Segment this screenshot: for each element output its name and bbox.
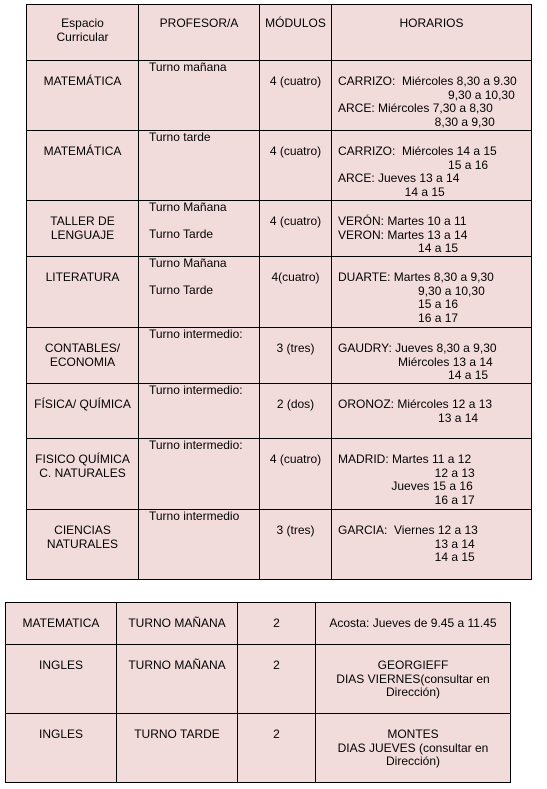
modules-cell — [260, 131, 332, 201]
schedule-line: 14 a 15 — [338, 550, 475, 564]
subject-text: ECONOMIA — [49, 354, 116, 369]
schedule-cell — [332, 439, 532, 510]
schedule-line: GARCIA: Viernes 12 a 13 — [338, 523, 478, 537]
subject-cell — [27, 257, 139, 328]
table-row — [27, 257, 532, 328]
header-row — [27, 5, 532, 61]
schedule-line: 14 a 15 — [338, 368, 489, 382]
schedule-line: CARRIZO: Miércoles 8,30 a 9.30 — [338, 74, 517, 88]
shift-text: TURNO TARDE — [134, 727, 220, 741]
table-row — [27, 201, 532, 257]
schedule-line: Miércoles 13 a 14 — [338, 354, 493, 369]
schedule-line: 9,30 a 10,30 — [338, 87, 515, 102]
info-cell — [316, 603, 511, 645]
schedule-cell — [332, 131, 532, 201]
schedule-line: Jueves 15 a 16 — [338, 479, 473, 493]
header-schedules — [332, 5, 532, 61]
table-row — [27, 131, 532, 201]
info-line: MONTES — [387, 727, 439, 741]
schedule-line: ARCE: Jueves 13 a 14 — [338, 171, 460, 185]
teacher-cell — [139, 201, 260, 257]
table-row — [6, 645, 511, 714]
table-row — [27, 510, 532, 580]
subject-text: CONTABLES/ — [44, 341, 121, 355]
schedule-cell — [332, 61, 532, 131]
table-row — [27, 328, 532, 384]
modules-text: 3 (tres) — [276, 341, 315, 355]
modules-cell — [260, 384, 332, 439]
schedule-line: 13 a 14 — [338, 410, 479, 425]
modules-cell — [260, 61, 332, 131]
teacher-cell — [139, 510, 260, 580]
subject-text: FISICO QUÍMICA — [35, 452, 130, 466]
schedule-line: 16 a 17 — [338, 492, 475, 507]
shift-cell — [117, 645, 238, 714]
header-teacher-text: PROFESOR/A — [159, 16, 239, 30]
subject-text: FÍSICA/ QUÍMICA — [34, 397, 131, 411]
schedule-line: VERON: Martes 13 a 14 — [338, 227, 468, 242]
shift-text: Turno Tarde — [149, 282, 214, 297]
teacher-cell — [139, 131, 260, 201]
modules-cell — [238, 645, 316, 714]
info-line: GEORGIEFF — [377, 658, 449, 672]
schedule-line: DUARTE: Martes 8,30 a 9,30 — [338, 270, 494, 284]
table-row — [6, 603, 511, 645]
schedule-line: GAUDRY: Jueves 8,30 a 9,30 — [338, 341, 497, 355]
shift-text: Turno Tarde — [149, 226, 214, 241]
shift-text: Turno tarde — [149, 130, 211, 144]
subject-text: INGLES — [38, 658, 83, 672]
schedule-cell — [332, 257, 532, 328]
schedule-cell — [332, 201, 532, 257]
subject-cell — [27, 510, 139, 580]
subject-cell — [6, 603, 117, 645]
teacher-cell — [139, 384, 260, 439]
shift-text: Turno intermedio: — [149, 438, 243, 452]
info-line: DIAS VIERNES(consultar en — [336, 671, 490, 686]
modules-cell — [238, 714, 316, 783]
shift-text: Turno intermedio: — [149, 383, 243, 397]
header-teacher — [139, 5, 260, 61]
schedule-line: 9,30 a 10,30 — [338, 283, 485, 298]
modules-cell — [238, 603, 316, 645]
schedule-line: 14 a 15 — [338, 241, 459, 255]
modules-cell — [260, 439, 332, 510]
subject-cell — [6, 714, 117, 783]
info-line: Acosta: Jueves de 9.45 a 11.45 — [329, 616, 497, 630]
subject-text: INGLES — [38, 727, 83, 741]
shift-text: Turno intermedio — [149, 509, 240, 523]
subject-cell — [27, 439, 139, 510]
shift-text: Turno Mañana — [149, 256, 227, 270]
subject-text: TALLER DE — [50, 214, 115, 228]
teacher-cell — [139, 61, 260, 131]
subject-text: LITERATURA — [45, 270, 120, 284]
modules-text: 3 (tres) — [276, 523, 315, 537]
modules-text: 4 (cuatro) — [269, 452, 322, 466]
subject-cell — [27, 384, 139, 439]
schedule-line: 13 a 14 — [338, 536, 475, 551]
shift-text: Turno Mañana — [149, 200, 227, 214]
subject-cell — [27, 61, 139, 131]
teacher-cell — [139, 328, 260, 384]
shift-cell — [117, 603, 238, 645]
table-row — [27, 439, 532, 510]
modules-text: 2 — [273, 727, 280, 741]
shift-text: Turno mañana — [149, 60, 227, 74]
schedule-line: 15 a 16 — [338, 297, 459, 311]
subject-cell — [6, 645, 117, 714]
secondary-schedule-table — [5, 602, 511, 783]
schedule-line: 12 a 13 — [338, 465, 475, 480]
schedule-cell — [332, 328, 532, 384]
main-schedule-table — [26, 4, 532, 580]
subject-cell — [27, 328, 139, 384]
subject-text: LENGUAJE — [50, 227, 115, 242]
subject-text: CIENCIAS — [54, 523, 111, 537]
schedule-line: 14 a 15 — [338, 184, 445, 199]
header-subject — [27, 5, 139, 61]
table-row — [6, 714, 511, 783]
subject-cell — [27, 131, 139, 201]
info-line: DIAS JUEVES (consultar en — [337, 740, 489, 755]
schedule-line: MADRID: Martes 11 a 12 — [338, 452, 472, 466]
subject-text: MATEMÁTICA — [43, 74, 122, 88]
modules-text: 4 (cuatro) — [269, 144, 322, 158]
shift-text: Turno intermedio: — [149, 327, 243, 341]
header-subject-text: Espacio Curricular — [56, 16, 109, 44]
modules-cell — [260, 510, 332, 580]
subject-text: MATEMÁTICA — [43, 144, 122, 158]
schedule-line: CARRIZO: Miércoles 14 a 15 — [338, 144, 497, 158]
header-schedules-text: HORARIOS — [399, 16, 464, 30]
table-row — [27, 384, 532, 439]
modules-cell — [260, 257, 332, 328]
header-modules — [260, 5, 332, 61]
schedule-line: ARCE: Miércoles 7,30 a 8,30 — [338, 101, 493, 115]
schedule-line: 15 a 16 — [338, 157, 489, 172]
info-line: Dirección) — [385, 685, 440, 699]
modules-text: 2 (dos) — [276, 397, 315, 411]
schedule-cell — [332, 384, 532, 439]
schedule-line: 16 a 17 — [338, 310, 459, 325]
header-modules-text: MÓDULOS — [265, 16, 326, 30]
shift-text: TURNO MAÑANA — [128, 616, 226, 630]
schedule-line: ORONOZ: Miércoles 12 a 13 — [338, 397, 493, 411]
modules-text: 4 (cuatro) — [269, 74, 322, 88]
teacher-cell — [139, 439, 260, 510]
info-cell — [316, 714, 511, 783]
modules-cell — [260, 328, 332, 384]
info-cell — [316, 645, 511, 714]
subject-text: MATEMATICA — [22, 616, 100, 630]
modules-text: 2 — [273, 616, 280, 630]
schedule-line: VERÓN: Martes 10 a 11 — [338, 214, 467, 228]
modules-text: 4 (cuatro) — [269, 214, 322, 228]
subject-text: NATURALES — [46, 536, 119, 551]
schedule-line: 8,30 a 9,30 — [338, 114, 495, 129]
modules-text: 4(cuatro) — [271, 270, 320, 284]
modules-text: 2 — [273, 658, 280, 672]
subject-text: C. NATURALES — [39, 465, 126, 480]
table-row — [27, 61, 532, 131]
teacher-cell — [139, 257, 260, 328]
info-line: Dirección) — [385, 754, 440, 768]
shift-cell — [117, 714, 238, 783]
schedule-cell — [332, 510, 532, 580]
modules-cell — [260, 201, 332, 257]
subject-cell — [27, 201, 139, 257]
shift-text: TURNO MAÑANA — [128, 658, 226, 672]
